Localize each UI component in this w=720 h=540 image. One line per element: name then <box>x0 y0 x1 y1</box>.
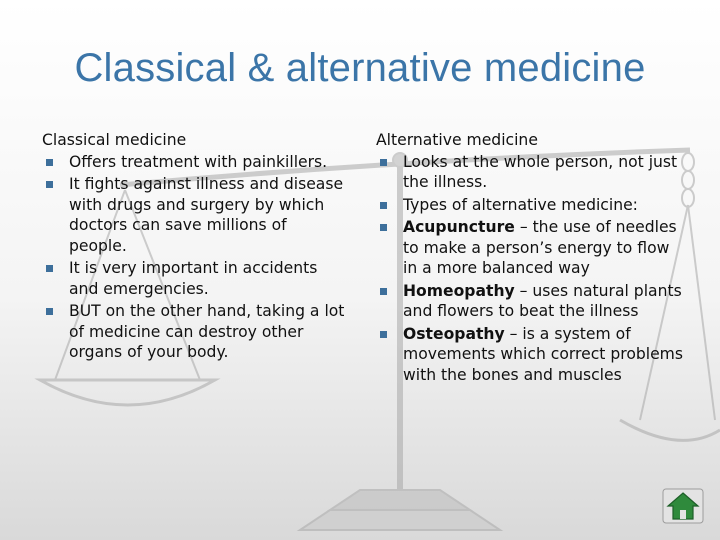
square-bullet-icon <box>380 202 387 209</box>
home-icon <box>662 488 704 524</box>
home-button[interactable] <box>662 488 704 524</box>
list-item <box>376 217 686 279</box>
list-item <box>42 301 347 363</box>
square-bullet-icon <box>46 308 53 315</box>
list-item <box>42 174 347 256</box>
alternative-list <box>376 152 686 386</box>
list-item-text: Looks at the whole person, not just the illness. <box>403 152 678 191</box>
list-item <box>376 152 686 193</box>
list-item <box>376 281 686 322</box>
list-item <box>376 195 686 216</box>
alternative-medicine-column <box>376 130 686 387</box>
list-item-keyword: Homeopathy <box>403 281 515 300</box>
list-item-text: Offers treatment with painkillers. <box>69 152 328 171</box>
square-bullet-icon <box>380 159 387 166</box>
list-item <box>42 258 347 299</box>
list-item-keyword: Osteopathy <box>403 324 505 343</box>
list-item-keyword: Acupuncture <box>403 218 515 236</box>
list-item <box>42 152 347 173</box>
list-item-text: It fights against illness and disease with drugs and surgery by which doctors can save millions of people. <box>69 175 344 255</box>
list-item-text: Types of alternative medicine: <box>403 195 638 214</box>
square-bullet-icon <box>46 181 53 188</box>
square-bullet-icon <box>46 159 53 166</box>
classical-medicine-column <box>42 130 347 365</box>
square-bullet-icon <box>380 331 387 338</box>
list-item-text: BUT on the other hand, taking a lot of medicine can destroy other organs of your body. <box>69 302 345 361</box>
list-item-text: – the use of needles to make a person’s energy to flow in a more balanced way <box>403 218 677 277</box>
column-heading: Alternative medicine <box>376 131 538 149</box>
list-item-text: – uses natural plants and flowers to beat the illness <box>403 281 682 320</box>
list-item <box>376 324 686 386</box>
list-item-text: – is a system of movements which correct problems with the bones and muscles <box>403 324 684 384</box>
square-bullet-icon <box>380 288 387 295</box>
classical-list <box>42 152 347 363</box>
slide-title: Classical & alternative medicine <box>74 46 646 90</box>
square-bullet-icon <box>380 224 387 231</box>
square-bullet-icon <box>46 265 53 272</box>
list-item-text: It is very important in accidents and emergencies. <box>69 259 318 298</box>
column-heading: Classical medicine <box>42 131 187 149</box>
